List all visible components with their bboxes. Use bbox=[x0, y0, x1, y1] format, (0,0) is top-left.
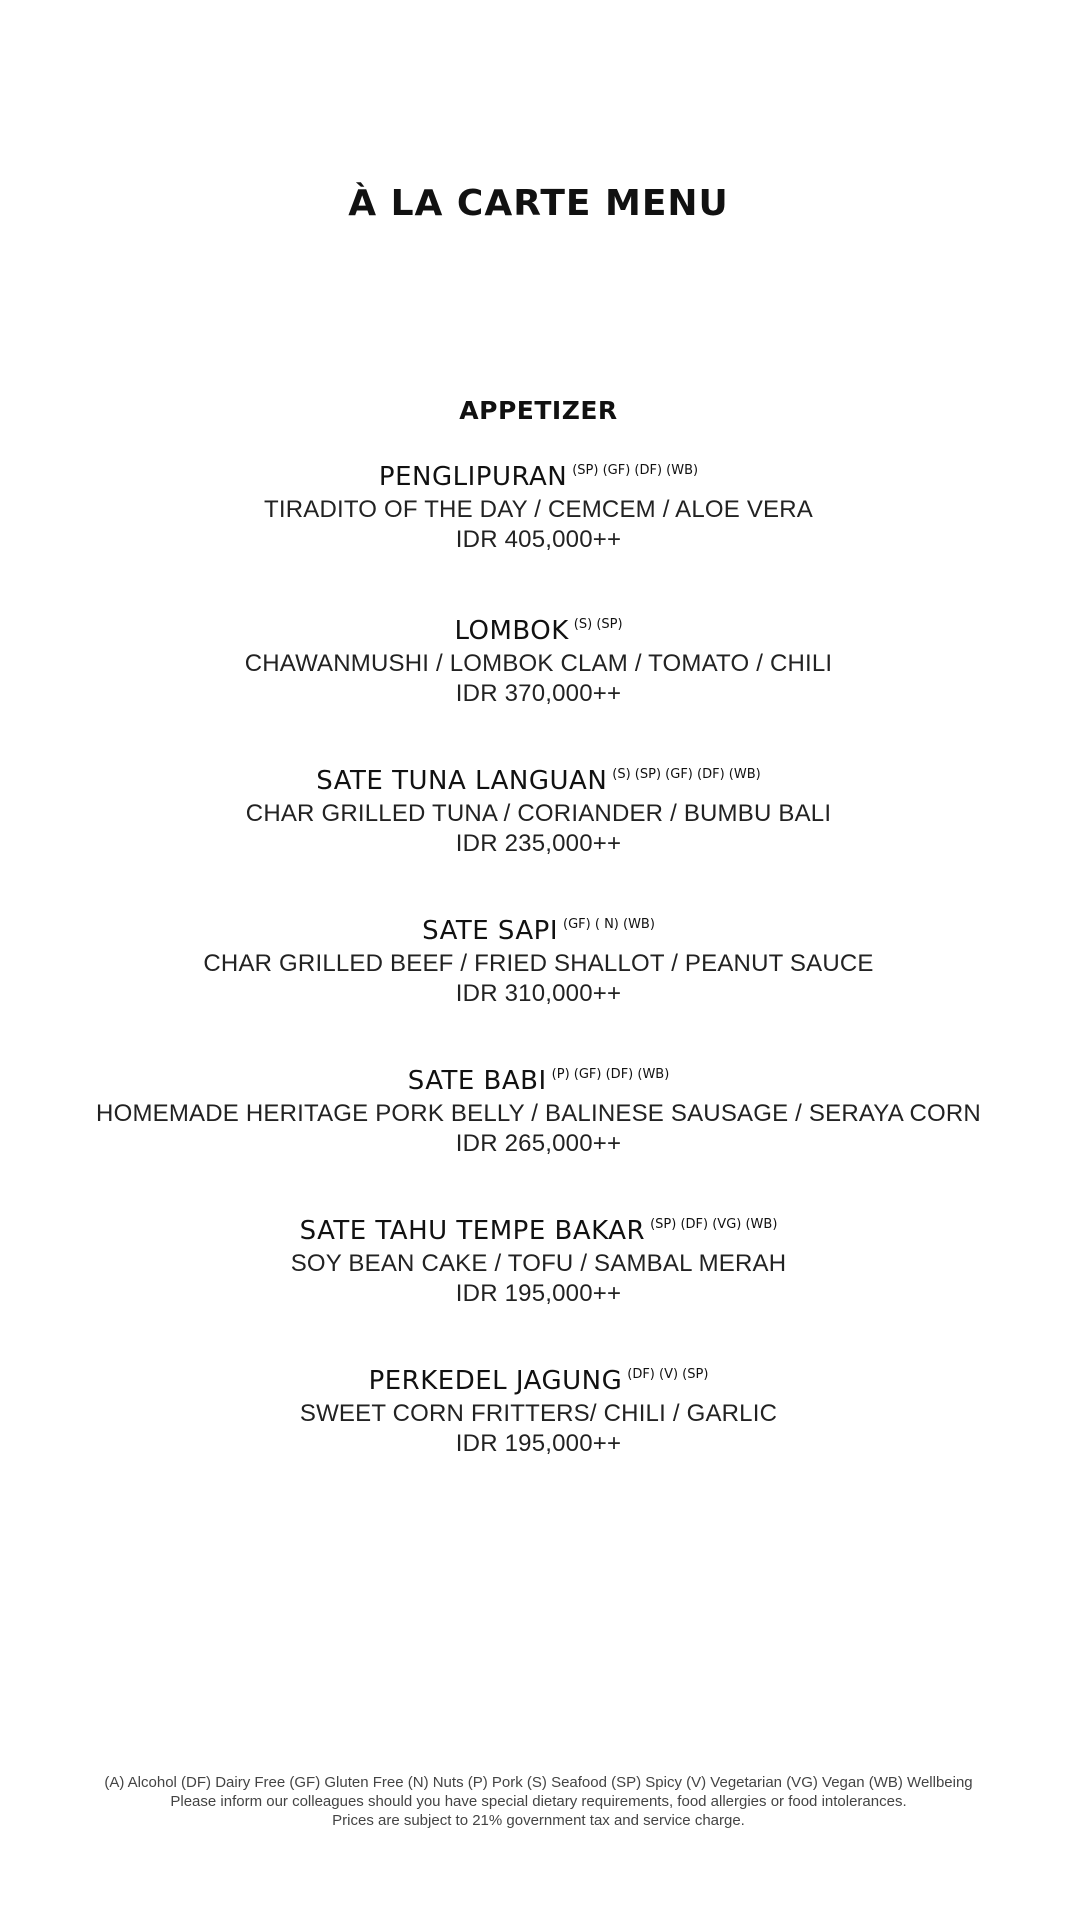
item-name: SATE BABI bbox=[407, 1066, 547, 1096]
page-title: À LA CARTE MENU bbox=[348, 183, 729, 224]
item-price: IDR 265,000++ bbox=[455, 1130, 622, 1157]
dietary-requirements-note: Please inform our colleagues should you have special dietary requirements, food allergies or food intolerances. bbox=[170, 1793, 907, 1810]
item-name-line bbox=[0, 608, 1077, 648]
item-description: TIRADITO OF THE DAY / CEMCEM / ALOE VERA bbox=[264, 496, 813, 523]
item-price: IDR 370,000++ bbox=[455, 680, 622, 707]
item-dietary-tags: (S) (SP) (GF) (DF) (WB) bbox=[612, 767, 761, 782]
item-description: HOMEMADE HERITAGE PORK BELLY / BALINESE SAUSAGE / SERAYA CORN bbox=[96, 1100, 981, 1127]
item-name-line bbox=[0, 1208, 1077, 1248]
menu-item-sate-tuna-languan bbox=[0, 758, 1077, 859]
item-dietary-tags: (DF) (V) (SP) bbox=[627, 1367, 709, 1382]
item-dietary-tags: (GF) ( N) (WB) bbox=[563, 917, 655, 932]
item-name: SATE TAHU TEMPE BAKAR bbox=[299, 1216, 646, 1246]
item-dietary-tags: (SP) (DF) (VG) (WB) bbox=[650, 1217, 778, 1232]
item-name: LOMBOK bbox=[454, 616, 569, 646]
dietary-legend: (A) Alcohol (DF) Dairy Free (GF) Gluten Free (N) Nuts (P) Pork (S) Seafood (SP) Spicy (V) Vegetarian (VG) Vegan (WB) Wellbeing bbox=[104, 1774, 973, 1791]
item-name-line bbox=[0, 758, 1077, 798]
item-description: CHAR GRILLED TUNA / CORIANDER / BUMBU BALI bbox=[245, 800, 832, 827]
item-name-line bbox=[0, 1358, 1077, 1398]
item-name-line bbox=[0, 454, 1077, 494]
menu-item-lombok bbox=[0, 608, 1077, 709]
item-name: PERKEDEL JAGUNG bbox=[368, 1366, 623, 1396]
item-dietary-tags: (S) (SP) bbox=[573, 617, 623, 632]
menu-item-penglipuran bbox=[0, 454, 1077, 555]
item-description: SWEET CORN FRITTERS/ CHILI / GARLIC bbox=[299, 1400, 778, 1427]
item-price: IDR 405,000++ bbox=[455, 526, 622, 553]
item-description: CHAR GRILLED BEEF / FRIED SHALLOT / PEANUT SAUCE bbox=[203, 950, 874, 977]
item-dietary-tags: (SP) (GF) (DF) (WB) bbox=[572, 463, 699, 478]
item-dietary-tags: (P) (GF) (DF) (WB) bbox=[551, 1067, 670, 1082]
menu-item-sate-sapi bbox=[0, 908, 1077, 1009]
item-name-line bbox=[0, 908, 1077, 948]
item-price: IDR 195,000++ bbox=[455, 1430, 622, 1457]
section-title-appetizer: APPETIZER bbox=[459, 396, 618, 425]
footer-notes bbox=[0, 1773, 1077, 1830]
item-description: SOY BEAN CAKE / TOFU / SAMBAL MERAH bbox=[290, 1250, 787, 1277]
menu-item-perkedel-jagung bbox=[0, 1358, 1077, 1459]
item-name: SATE TUNA LANGUAN bbox=[316, 766, 608, 796]
menu-item-sate-tahu-tempe-bakar bbox=[0, 1208, 1077, 1309]
item-name: PENGLIPURAN bbox=[378, 462, 568, 492]
item-price: IDR 195,000++ bbox=[455, 1280, 622, 1307]
item-name-line bbox=[0, 1058, 1077, 1098]
menu-item-sate-babi bbox=[0, 1058, 1077, 1159]
tax-service-note: Prices are subject to 21% government tax and service charge. bbox=[332, 1812, 745, 1829]
item-price: IDR 310,000++ bbox=[455, 980, 622, 1007]
item-price: IDR 235,000++ bbox=[455, 830, 622, 857]
item-description: CHAWANMUSHI / LOMBOK CLAM / TOMATO / CHILI bbox=[244, 650, 833, 677]
item-name: SATE SAPI bbox=[422, 916, 559, 946]
